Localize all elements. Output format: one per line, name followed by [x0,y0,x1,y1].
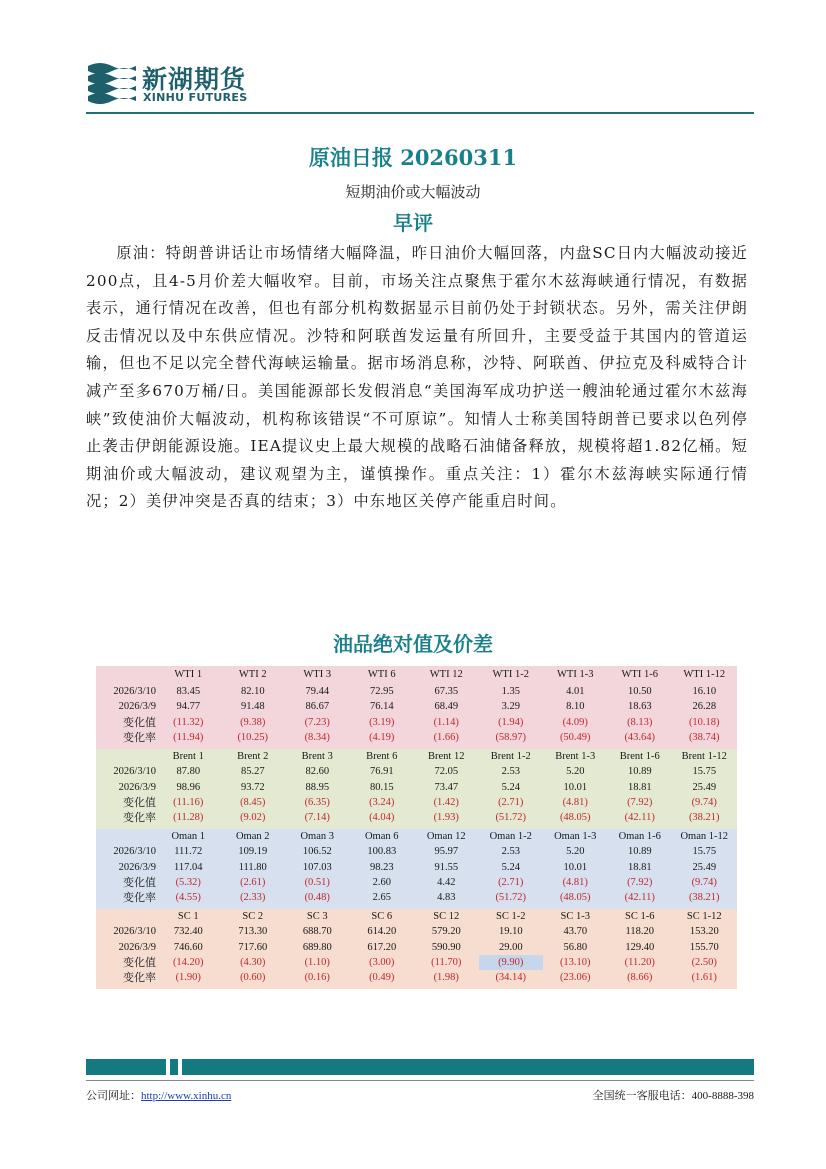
row-label: 2026/3/10 [113,926,156,938]
footer-website [86,1087,231,1103]
table-row [96,795,737,810]
table-cell: 106.52 [302,846,332,858]
table-cell: 43.70 [563,926,588,938]
table-row [96,875,737,890]
table-cell: (1.10) [304,956,330,968]
table-cell: 76.14 [369,701,394,713]
table-cell: (11.94) [173,731,204,743]
table-cell: (7.14) [304,812,330,824]
table-cell: (4.09) [562,716,588,728]
table-block-sc [96,909,737,989]
table-cell: (10.25) [237,731,269,743]
table-cell: (2.71) [498,796,524,808]
table-cell: (9.90) [479,955,544,970]
table-cell: 746.60 [173,941,203,953]
footer-divider [86,1080,754,1081]
table-cell: 67.35 [434,686,459,697]
column-header: Oman 3 [300,831,335,842]
table-cell: 4.42 [437,876,456,888]
table-cell: (11.20) [624,956,655,968]
table-cell: 10.89 [627,846,652,858]
table-cell: (38.21) [688,892,720,904]
table-cell: 80.15 [369,781,394,793]
website-label: 公司网址： [86,1090,141,1102]
table-cell: 153.20 [689,926,719,938]
table-cell: (11.28) [173,812,204,824]
table-cell: 10.01 [563,861,588,873]
row-label: 变化率 [123,891,156,905]
table-cell: 5.24 [501,861,520,873]
table-cell: (0.51) [304,876,330,888]
table-cell: (23.06) [559,972,591,984]
table-header-row [96,666,737,684]
column-header: SC 1-2 [496,911,526,922]
table-cell: (4.81) [562,796,588,808]
table-cell: 107.03 [302,861,332,873]
table-cell: 732.40 [173,926,203,938]
table-cell: (4.04) [369,812,395,824]
column-header: Brent 1-6 [619,751,660,762]
table-cell: (14.20) [172,956,204,968]
table-cell: (42.11) [624,812,655,824]
table-cell: (34.14) [495,972,527,984]
table-cell: 10.50 [627,686,652,697]
column-header: SC 12 [433,911,460,922]
row-label: 变化率 [123,811,156,825]
table-cell: 72.95 [369,686,394,697]
table-row [96,970,737,985]
table-cell: (11.32) [173,716,204,728]
table-cell: (4.30) [240,956,266,968]
table-cell: (1.66) [433,731,459,743]
table-cell: 98.23 [369,861,394,873]
table-cell: 689.80 [302,941,332,953]
table-cell: (9.74) [691,796,717,808]
column-header: Oman 2 [235,831,270,842]
table-cell: 117.04 [174,861,203,873]
table-cell: (9.74) [691,876,717,888]
table-row [96,780,737,795]
table-cell: (10.18) [688,716,720,728]
column-header: WTI 1-2 [492,669,529,680]
row-label: 2026/3/10 [113,686,156,697]
table-row [96,684,737,699]
row-label: 2026/3/9 [118,941,156,953]
table-cell: 93.72 [240,781,265,793]
column-header: WTI 1-6 [621,669,658,680]
row-label [96,666,156,684]
column-header: Brent 6 [366,751,398,762]
morning-comment-text: 原油：特朗普讲话让市场情绪大幅降温，昨日油价大幅回落，内盘SC日内大幅波动接近200点，且4-5月价差大幅收窄。目前，市场关注点聚焦于霍尔木兹海峡通行情况，有数据表示，通行情况在改善，但也有部分机构数据显示目前仍处于封锁状态。另外，需关注伊朗反击情况以及中东供应情况。沙特和阿联酋发运量有所回升，主要受益于其国内的管道运输，但也不足以完全替代海峡运输量。据市场消息称，沙特、阿联酋、伊拉克及科威特合计减产至多670万桶/日。美国能源部长发假消息“美国海军成功护送一艘油轮通过霍尔木兹海峡”致使油价大幅波动，机构称该错误“不可原谅”。知情人士称美国特朗普已要求以色列停止袭击伊朗能源设施。IEA提议史上最大规模的战略石油储备释放，规模将超1.82亿桶。短期油价或大幅波动，建议观望为主，谨慎操作。重点关注：1）霍尔木兹海峡实际通行情况；2）美伊冲突是否真的结束；3）中东地区关停产能重启时间。 [86,244,748,511]
logo-chinese-name: 新湖期货 [142,65,247,94]
column-header: Oman 12 [426,831,466,842]
table-cell: (8.45) [240,796,266,808]
table-cell: 88.95 [305,781,330,793]
logo-english-name: XINHU FUTURES [143,91,248,104]
row-label: 2026/3/9 [118,781,156,793]
table-cell: (2.71) [498,876,524,888]
table-cell: 91.48 [240,701,265,713]
report-title: 原油日报 20260311 [308,145,518,170]
column-header: SC 6 [371,911,393,922]
table-cell: (3.24) [369,796,395,808]
table-cell: 5.20 [566,846,585,858]
table-cell: 68.49 [434,701,459,713]
table-cell: 29.00 [498,941,523,953]
row-label: 2026/3/9 [118,701,156,713]
table-cell: (38.74) [688,731,720,743]
table-header-row [96,749,737,764]
column-header: SC 1-6 [625,911,655,922]
table-row [96,844,737,859]
table-cell: (1.90) [175,972,201,984]
table-cell: (1.93) [433,812,459,824]
table-row [96,699,737,714]
table-cell: (0.60) [240,972,266,984]
table-cell: 82.10 [240,686,265,697]
table-cell: (4.55) [175,892,201,904]
table-cell: 717.60 [238,941,268,953]
report-subtitle: 短期油价或大幅波动 [345,183,481,201]
column-header: WTI 2 [238,669,267,680]
row-label: 变化值 [123,715,156,729]
table-cell: (48.05) [559,812,591,824]
table-header-row [96,909,737,924]
table-cell: 713.30 [238,926,268,938]
morning-comment-heading: 早评 [393,211,433,235]
table-cell: (7.92) [627,876,653,888]
table-block-brent [96,749,737,829]
table-cell: 91.55 [434,861,459,873]
table-row [96,764,737,779]
table-cell: (2.33) [240,892,266,904]
table-cell: 614.20 [367,926,397,938]
table-cell: 2.53 [501,846,520,858]
table-cell: 109.19 [238,846,268,858]
website-link[interactable]: http://www.xinhu.cn [141,1090,232,1102]
table-cell: (5.32) [175,876,201,888]
row-label [96,749,156,764]
table-cell: 5.24 [501,781,520,793]
table-cell: 688.70 [302,926,332,938]
table-cell: 98.96 [176,781,201,793]
table-cell: (58.97) [495,731,527,743]
table-cell: (9.02) [240,812,266,824]
table-cell: 18.63 [627,701,652,713]
table-header-row [96,829,737,844]
column-header: SC 2 [242,911,264,922]
row-label: 变化率 [123,971,156,985]
table-cell: 86.67 [305,701,330,713]
table-cell: 87.80 [176,766,201,778]
table-cell: 94.77 [176,701,201,713]
table-cell: (7.23) [304,716,330,728]
table-cell: (2.61) [240,876,266,888]
row-label: 变化值 [123,875,156,889]
column-header: Oman 1-12 [680,831,729,842]
row-label [96,829,156,844]
table-cell: (38.21) [688,812,720,824]
column-header: WTI 1 [174,669,203,680]
row-label: 变化率 [123,730,156,744]
table-cell: (51.72) [495,892,527,904]
table-cell: 82.60 [305,766,330,778]
table-cell: 8.10 [566,701,585,713]
table-cell: 129.40 [625,941,655,953]
table-cell: 155.70 [689,941,719,953]
table-cell: 83.45 [176,686,201,697]
table-cell: 18.81 [627,861,652,873]
table-cell: (1.42) [433,796,459,808]
table-cell: (48.05) [559,892,591,904]
table-cell: (11.70) [431,956,462,968]
table-cell: (8.66) [627,972,653,984]
table-cell: (3.00) [369,956,395,968]
column-header: Brent 1-3 [555,751,596,762]
table-row [96,890,737,905]
table-cell: 4.01 [566,686,585,697]
row-label [96,909,156,924]
table-cell: 579.20 [431,926,461,938]
column-header: Oman 6 [364,831,399,842]
row-label: 2026/3/9 [118,861,156,873]
table-cell: 10.01 [563,781,588,793]
table-cell: 590.90 [431,941,461,953]
table-cell: (8.13) [627,716,653,728]
row-label: 2026/3/10 [113,846,156,858]
table-cell: (43.64) [624,731,656,743]
table-cell: 2.60 [372,876,391,888]
table-cell: 18.81 [627,781,652,793]
table-cell: (0.48) [304,892,330,904]
table-cell: 85.27 [240,766,265,778]
table-cell: 15.75 [692,766,717,778]
table-cell: 4.83 [437,892,456,904]
table-cell: 15.75 [692,846,717,858]
column-header: SC 1-3 [560,911,590,922]
column-header: WTI 12 [429,669,463,680]
row-label: 2026/3/10 [113,766,156,778]
column-header: SC 3 [306,911,328,922]
table-cell: (0.49) [369,972,395,984]
column-header: Oman 1-3 [554,831,597,842]
table-row [96,924,737,939]
table-cell: (1.61) [691,972,717,984]
table-cell: (7.92) [627,796,653,808]
column-header: Brent 12 [428,751,465,762]
column-header: WTI 3 [303,669,332,680]
column-header: WTI 1-3 [557,669,594,680]
table-cell: 19.10 [498,926,523,938]
table-cell: (1.98) [433,972,459,984]
company-logo [86,60,266,106]
table-cell: (1.14) [433,716,459,728]
table-row [96,715,737,730]
table-cell: 111.72 [174,846,203,858]
row-label: 变化值 [123,955,156,969]
column-header: Brent 3 [301,751,333,762]
table-cell: 16.10 [692,686,717,697]
column-header: WTI 1-12 [683,669,726,680]
table-cell: 1.35 [501,686,520,697]
table-cell: 2.65 [372,892,391,904]
table-cell: (13.10) [559,956,591,968]
footer-hotline: 全国统一客服电话：400-8888-398 [592,1090,754,1102]
table-row [96,730,737,745]
table-cell: 118.20 [625,926,654,938]
table-cell: (4.81) [562,876,588,888]
column-header: Brent 1 [172,751,204,762]
table-cell: 2.53 [501,766,520,778]
logo-waves-icon [86,60,136,104]
table-heading: 油品绝对值及价差 [333,632,493,656]
table-cell: (2.50) [691,956,717,968]
table-cell: 100.83 [367,846,397,858]
column-header: Brent 2 [237,751,269,762]
table-cell: (1.94) [498,716,524,728]
table-cell: 10.89 [627,766,652,778]
column-header: WTI 6 [367,669,396,680]
table-row [96,810,737,825]
table-cell: 26.28 [692,701,717,713]
table-cell: (3.19) [369,716,395,728]
table-cell: 111.80 [238,861,267,873]
column-header: Oman 1 [171,831,206,842]
table-cell: 25.49 [692,781,717,793]
table-cell: (9.38) [240,716,266,728]
table-cell: (11.16) [173,796,204,808]
table-cell: 72.05 [434,766,459,778]
column-header: Brent 1-2 [490,751,531,762]
table-cell: (6.35) [304,796,330,808]
column-header: SC 1-12 [686,911,722,922]
table-cell: 617.20 [367,941,397,953]
table-cell: 25.49 [692,861,717,873]
table-row [96,940,737,955]
column-header: Oman 1-2 [489,831,532,842]
table-cell: 5.20 [566,766,585,778]
table-row [96,860,737,875]
row-label: 变化值 [123,795,156,809]
table-block-oman [96,829,737,909]
footer-decor-bar [86,1059,754,1075]
table-row [96,955,737,970]
column-header: Brent 1-12 [681,751,727,762]
table-cell: 76.91 [369,766,394,778]
column-header: Oman 1-6 [618,831,661,842]
table-cell: (0.16) [304,972,330,984]
table-cell: (4.19) [369,731,395,743]
header-divider [86,112,754,114]
column-header: SC 1 [177,911,199,922]
oil-price-table [96,666,737,989]
table-cell: 3.29 [501,701,520,713]
table-cell: 73.47 [434,781,459,793]
table-block-wti [96,666,737,749]
table-cell: 79.44 [305,686,330,697]
table-cell: 56.80 [563,941,588,953]
table-cell: (42.11) [624,892,655,904]
table-cell: (51.72) [495,812,527,824]
table-cell: (50.49) [559,731,591,743]
table-cell: (8.34) [304,731,330,743]
table-cell: 95.97 [434,846,459,858]
